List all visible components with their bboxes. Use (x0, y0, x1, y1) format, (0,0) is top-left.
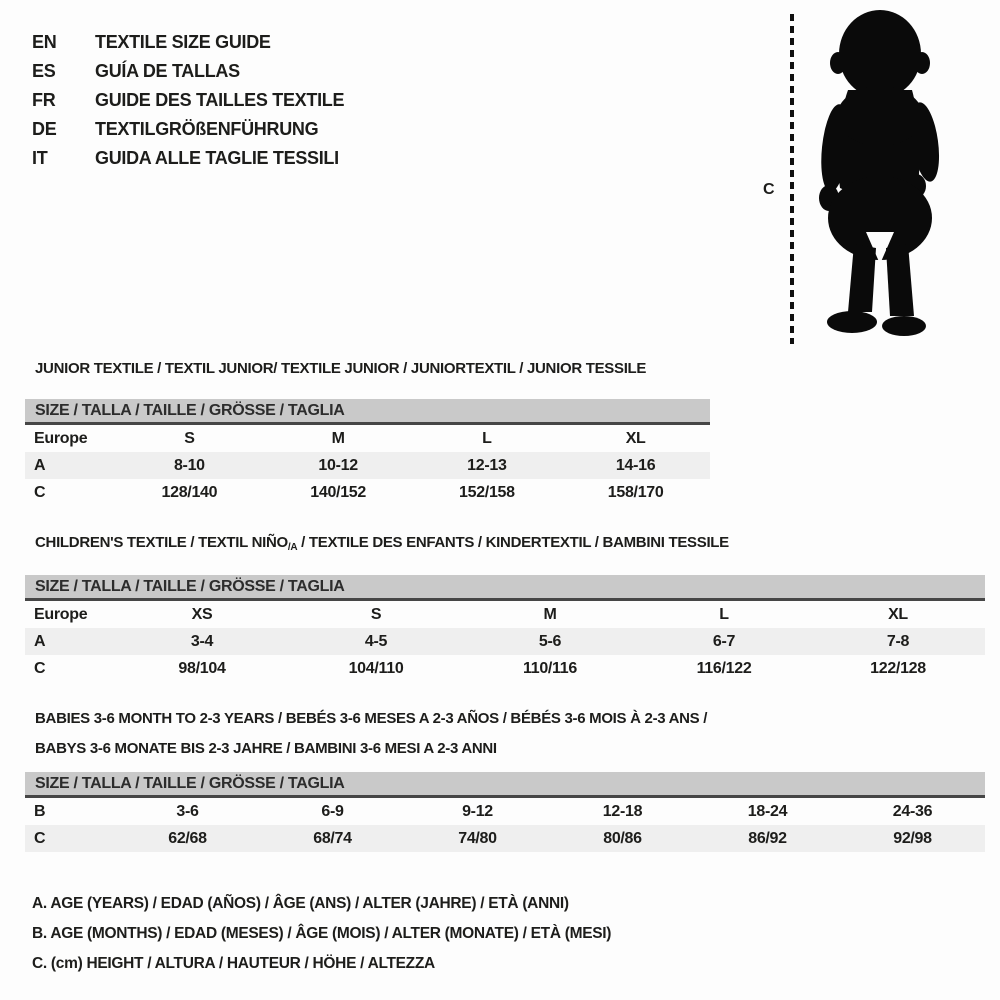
size-cell: L (719, 605, 729, 623)
size-cell: XS (191, 605, 213, 623)
size-cell: L (482, 429, 492, 447)
height-cell: 62/68 (168, 829, 207, 847)
section-title-babies-line2: BABYS 3-6 MONATE BIS 2-3 JAHRE / BAMBINI 3-6 MESI A 2-3 ANNI (35, 740, 497, 757)
language-code: EN (32, 32, 57, 52)
age-cell: 24-36 (892, 802, 933, 820)
table-row-age-months (25, 798, 985, 825)
height-cell: 110/116 (523, 659, 577, 677)
babies-size-table (25, 772, 985, 852)
section-title-children (35, 534, 729, 551)
row-label: Europe (34, 429, 88, 447)
language-title: GUIDE DES TAILLES TEXTILE (95, 90, 345, 110)
section-title-babies (35, 704, 707, 764)
language-legend (32, 28, 344, 173)
section-title-junior: JUNIOR TEXTILE / TEXTIL JUNIOR/ TEXTILE JUNIOR / JUNIORTEXTIL / JUNIOR TESSILE (35, 360, 647, 377)
language-code: FR (32, 90, 56, 110)
language-code: IT (32, 148, 48, 168)
age-cell: 5-6 (538, 632, 562, 650)
size-cell: M (543, 605, 557, 623)
language-row-it (32, 144, 344, 173)
height-cell: 68/74 (313, 829, 352, 847)
table-row-age (25, 452, 710, 479)
age-cell: 14-16 (615, 456, 656, 474)
height-cell: 122/128 (870, 659, 926, 677)
language-code: ES (32, 61, 56, 81)
age-cell: 8-10 (173, 456, 205, 474)
height-cell: 86/92 (748, 829, 787, 847)
age-cell: 10-12 (318, 456, 358, 474)
size-cell: S (370, 605, 382, 623)
age-cell: 12-13 (467, 456, 507, 474)
footnote-b: B. AGE (MONTHS) / EDAD (MESES) / ÂGE (MOIS) / ALTER (MONATE) / ETÀ (MESI) (32, 925, 612, 942)
section-title-children-subscript: /A (287, 542, 298, 553)
row-label: A (34, 456, 46, 474)
toddler-silhouette-icon (802, 6, 952, 346)
junior-size-table (25, 399, 710, 506)
height-cell: 98/104 (178, 659, 226, 677)
section-title-children-main: CHILDREN'S TEXTILE / TEXTIL NIÑO (35, 534, 288, 551)
table-row-height (25, 655, 985, 682)
size-header-bar: SIZE / TALLA / TAILLE / GRÖSSE / TAGLIA (25, 575, 985, 601)
row-label: C (34, 659, 46, 677)
age-cell: 12-18 (602, 802, 643, 820)
row-label: C (34, 483, 46, 501)
language-title: GUÍA DE TALLAS (95, 61, 240, 81)
footnote-a: A. AGE (YEARS) / EDAD (AÑOS) / ÂGE (ANS) / ALTER (JAHRE) / ETÀ (ANNI) (32, 895, 569, 912)
table-row-height (25, 825, 985, 852)
row-label: Europe (34, 605, 88, 623)
section-title-children-rest: / TEXTILE DES ENFANTS / KINDERTEXTIL / BAMBINI TESSILE (297, 534, 729, 551)
size-header-bar: SIZE / TALLA / TAILLE / GRÖSSE / TAGLIA (25, 399, 710, 425)
language-title: GUIDA ALLE TAGLIE TESSILI (95, 148, 339, 168)
table-row-age (25, 628, 985, 655)
height-dotted-line (790, 14, 794, 344)
size-header-bar: SIZE / TALLA / TAILLE / GRÖSSE / TAGLIA (25, 772, 985, 798)
age-cell: 18-24 (747, 802, 788, 820)
height-cell: 74/80 (458, 829, 497, 847)
language-row-en (32, 28, 344, 57)
height-cell: 80/86 (603, 829, 642, 847)
size-cell: XL (625, 429, 646, 447)
size-cell: XL (888, 605, 908, 623)
age-cell: 3-4 (190, 632, 214, 650)
age-cell: 6-9 (321, 802, 344, 820)
size-cell: M (331, 429, 345, 447)
height-measure-label: C (763, 181, 775, 198)
age-cell: 9-12 (462, 802, 493, 820)
children-size-table (25, 575, 985, 682)
row-label: C (34, 829, 46, 847)
legend-footnotes (32, 894, 611, 984)
language-row-es (32, 57, 344, 86)
table-row-height (25, 479, 710, 506)
section-title-babies-line1: BABIES 3-6 MONTH TO 2-3 YEARS / BEBÉS 3-6 MESES A 2-3 AÑOS / BÉBÉS 3-6 MOIS À 2-3 ANS / (35, 710, 708, 727)
height-cell: 104/110 (348, 659, 404, 677)
size-cell: S (184, 429, 195, 447)
height-cell: 116/122 (696, 659, 752, 677)
table-row-europe (25, 425, 710, 452)
language-title: TEXTILE SIZE GUIDE (95, 32, 271, 52)
height-cell: 158/170 (607, 483, 664, 501)
language-row-de (32, 115, 344, 144)
language-code: DE (32, 119, 57, 139)
row-label: B (34, 802, 46, 820)
language-title: TEXTILGRÖßENFÜHRUNG (95, 119, 319, 139)
age-cell: 3-6 (176, 802, 199, 820)
table-row-europe (25, 601, 985, 628)
height-cell: 140/152 (310, 483, 366, 501)
age-cell: 4-5 (364, 632, 388, 650)
height-cell: 128/140 (161, 483, 218, 501)
age-cell: 7-8 (886, 632, 910, 650)
language-row-fr (32, 86, 344, 115)
height-cell: 152/158 (459, 483, 515, 501)
footnote-c: C. (cm) HEIGHT / ALTURA / HAUTEUR / HÖHE / ALTEZZA (32, 955, 435, 972)
row-label: A (34, 632, 46, 650)
height-cell: 92/98 (893, 829, 932, 847)
age-cell: 6-7 (712, 632, 736, 650)
